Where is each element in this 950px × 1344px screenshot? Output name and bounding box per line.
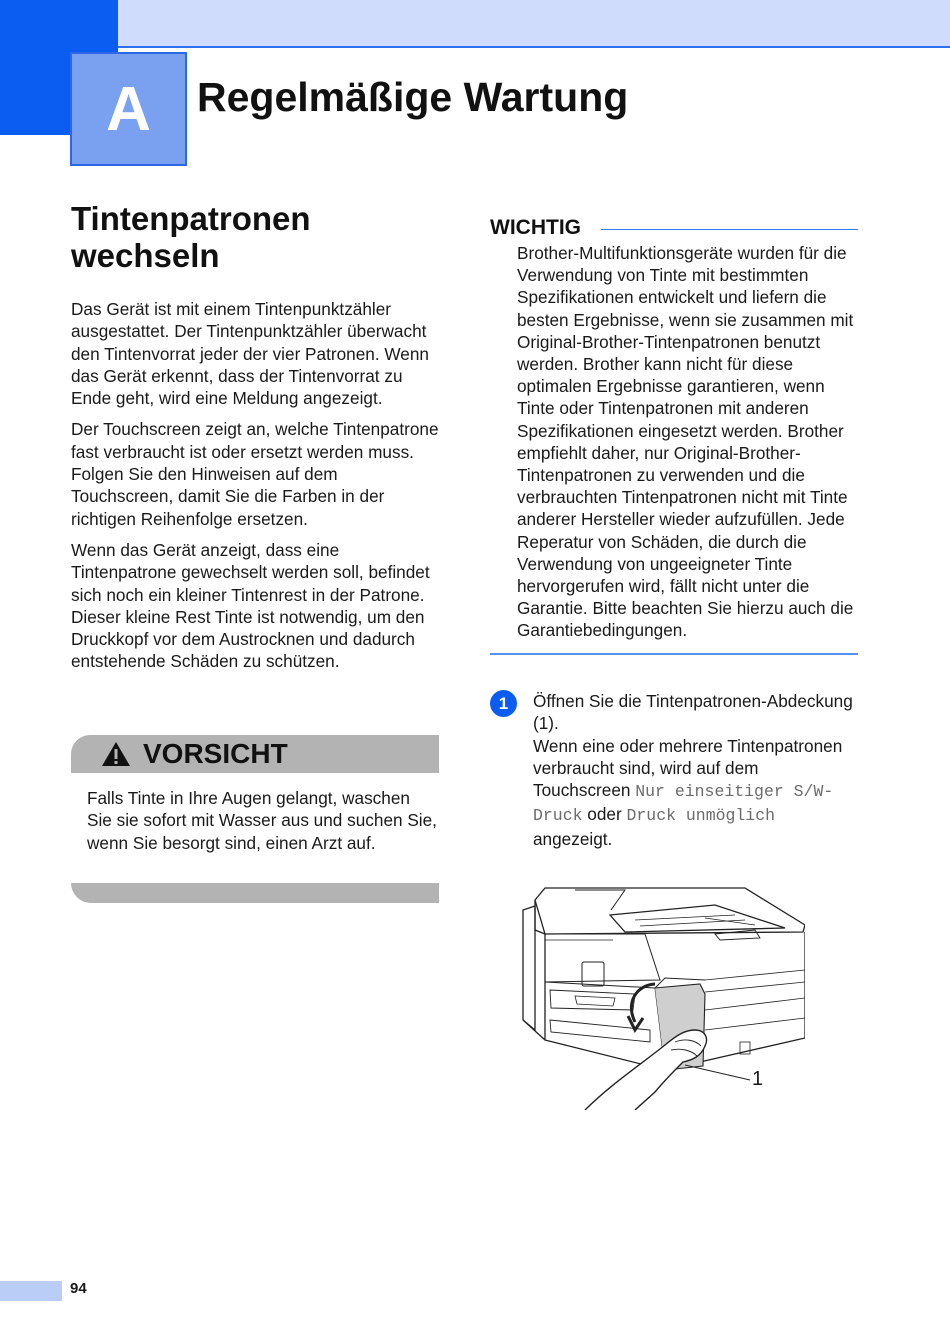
left-column: [71, 200, 439, 682]
section-title-line1: Tintenpatronen: [71, 200, 311, 237]
step-instruction: Öffnen Sie die Tintenpatronen-Abdeckung (1).: [533, 691, 853, 734]
paragraph-ink-counter: Das Gerät ist mit einem Tintenpunktzähler ausgestattet. Der Tintenpunktzähler überwacht den Tintenvorrat jeder der vier Patronen. Wenn das Gerät erkennt, dass der Tintenvorrat zu Ende geht, wird eine Meldung angezeigt.: [71, 299, 429, 409]
paragraph-residual-ink: Wenn das Gerät anzeigt, dass eine Tintenpatrone gewechselt werden soll, befindet sich noch ein kleiner Tintenrest in der Patrone. Dieser kleine Rest Tinte ist notwendig, um den Druckkopf vor dem Austrocknen und dadurch entstehende Schäden zu schützen.: [71, 539, 430, 672]
step-text: [533, 690, 858, 850]
page-number: 94: [70, 1280, 87, 1297]
lcd-message-mono-only: Nur einseitiger S/W-Druck: [533, 782, 834, 826]
step-detail-text: Wenn eine oder mehrere Tintenpatronen verbraucht sind, wird auf dem Touchscreen: [533, 735, 843, 801]
important-header: [490, 215, 858, 241]
warning-triangle-icon: [101, 741, 131, 767]
step-connector: oder: [587, 804, 622, 825]
section-title-line2: wechseln: [71, 237, 220, 274]
top-color-bar: [0, 0, 950, 48]
caution-text: Falls Tinte in Ihre Augen gelangt, waschen Sie sie sofort mit Wasser aus und suchen Sie, wenn Sie besorgt sind, einen Arzt auf.: [87, 788, 437, 853]
section-title: [71, 200, 439, 274]
right-column: [490, 215, 858, 655]
step-1: [490, 690, 858, 850]
important-bottom-rule: [490, 653, 858, 655]
caution-label: VORSICHT: [143, 738, 288, 769]
chapter-letter-box: [70, 52, 187, 166]
step-suffix: angezeigt.: [533, 828, 613, 849]
page-number-bar: [0, 1281, 62, 1301]
step-number-badge: 1: [490, 690, 517, 717]
lcd-message-print-impossible: Druck unmöglich: [626, 806, 776, 826]
important-label: WICHTIG: [490, 216, 581, 239]
paragraph-touchscreen: Der Touchscreen zeigt an, welche Tintenpatrone fast verbraucht ist oder ersetzt werden muss. Folgen Sie den Hinweisen auf dem Touchscreen, damit Sie die Farben in der richtigen Reihenfolge ersetzen.: [71, 419, 439, 529]
important-text: Brother-Multifunktionsgeräte wurden für die Verwendung von Tinte mit bestimmten Spezifikationen entwickelt und liefern die besten Ergebnisse, wenn sie zusammen mit Original-Brother-Tintenpatronen benutzt werden. Brother kann nicht für diese optimalen Ergebnisse garantieren, wenn Tinte oder Tintenpatronen mit anderen Spezifikationen eingesetzt werden. Brother empfiehlt daher, nur Original-Brother-Tintenpatronen zu verwenden und die verbrauchten Tintenpatronen nicht mit Tinte anderer Hersteller wieder aufzufüllen. Jede Reperatur von Schäden, die durch die Verwendung von ungeeigneter Tinte hervorgerufen wird, fällt nicht unter die Garantie. Bitte beachten Sie hierzu auch die Garantiebedingungen.: [517, 243, 854, 641]
chapter-letter: A: [106, 74, 151, 144]
caution-footer-bar: [71, 883, 439, 903]
caution-header: [71, 735, 439, 773]
step-detail: [533, 735, 858, 850]
important-header-rule: [601, 229, 858, 230]
figure-callout-1: 1: [752, 1068, 764, 1090]
chapter-title: Regelmäßige Wartung: [197, 74, 629, 120]
caution-box: [71, 735, 439, 903]
